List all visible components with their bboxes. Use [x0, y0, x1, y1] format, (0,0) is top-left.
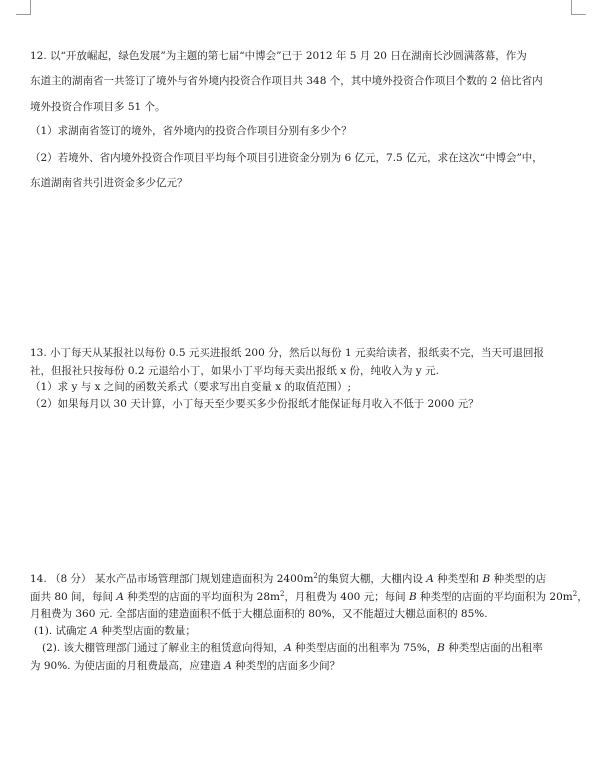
q12-part-2: （2）若境外、省内境外投资合作项目平均每个项目引进资金分别为 6 亿元，7.5 亿元，求在这次“中博会”中，	[30, 152, 543, 164]
q14-line-1: 14. （8 分） 某水产品市场管理部门规划建造面积为 $2400m^2$的集贸大棚，大棚内设 A 种类型和 B 种类型的店	[30, 572, 547, 585]
q12-line-1: 12. 以“开放崛起，绿色发展”为主题的第七届“中博会”已于 2012 年 5 月 20 日在湖南长沙圆满落幕，作为	[30, 50, 527, 62]
q13-line-1: 13. 小丁每天从某报社以每份 0.5 元买进报纸 200 分，然后以每份 1 元卖给读者，报纸卖不完，当天可退回报	[30, 347, 544, 359]
q13-part-2: （2）如果每月以 30 天计算，小丁每天至少要买多少份报纸才能保证每月收入不低于 2000 元？	[30, 398, 479, 410]
q14-line-3: 月租费为 360 元. 全部店面的建造面积不低于大棚总面积的 80%，又不能超过大棚总面积的 85%.	[30, 608, 488, 620]
q14-line-2: 面共 80 间，每间 A 种类型的店面的平均面积为 $28m^2$，月租费为 400 元；每间 B 种类型的店面的平均面积为 $20m^2$，	[30, 590, 588, 603]
q12-line-6: 东道湖南省共引进资金多少亿元？	[30, 177, 188, 189]
q12-part-1: （1）求湖南省签订的境外，省外境内的投资合作项目分别有多少个？	[30, 125, 352, 137]
q13-line-2: 社，但报社只按每份 0.2 元退给小丁，如果小丁平均每天卖出报纸 x 份，纯收入为 y 元.	[30, 365, 439, 377]
q14-part-2: (2). 该大棚管理部门通过了解业主的租赁意向得知，A 种类型店面的出租率为 75%，B 种类型店面的出租率	[42, 642, 543, 654]
crop-mark-top-left	[16, 0, 31, 15]
q14-line-6: 为 90%. 为使店面的月租费最高，应建造 A 种类型的店面多少间？	[30, 660, 341, 672]
q12-line-2: 东道主的湖南省一共签订了境外与省外境内投资合作项目共 348 个，其中境外投资合作项目个数的 2 倍比省内	[30, 75, 543, 87]
q12-line-3: 境外投资合作项目多 51 个。	[30, 101, 166, 113]
q13-part-1: （1）求 y 与 x 之间的函数关系式（要求写出自变量 x 的取值范围）;	[30, 381, 352, 393]
q14-part-1: (1). 试确定 A 种类型店面的数量；	[34, 625, 196, 637]
crop-mark-top-right	[571, 0, 586, 15]
